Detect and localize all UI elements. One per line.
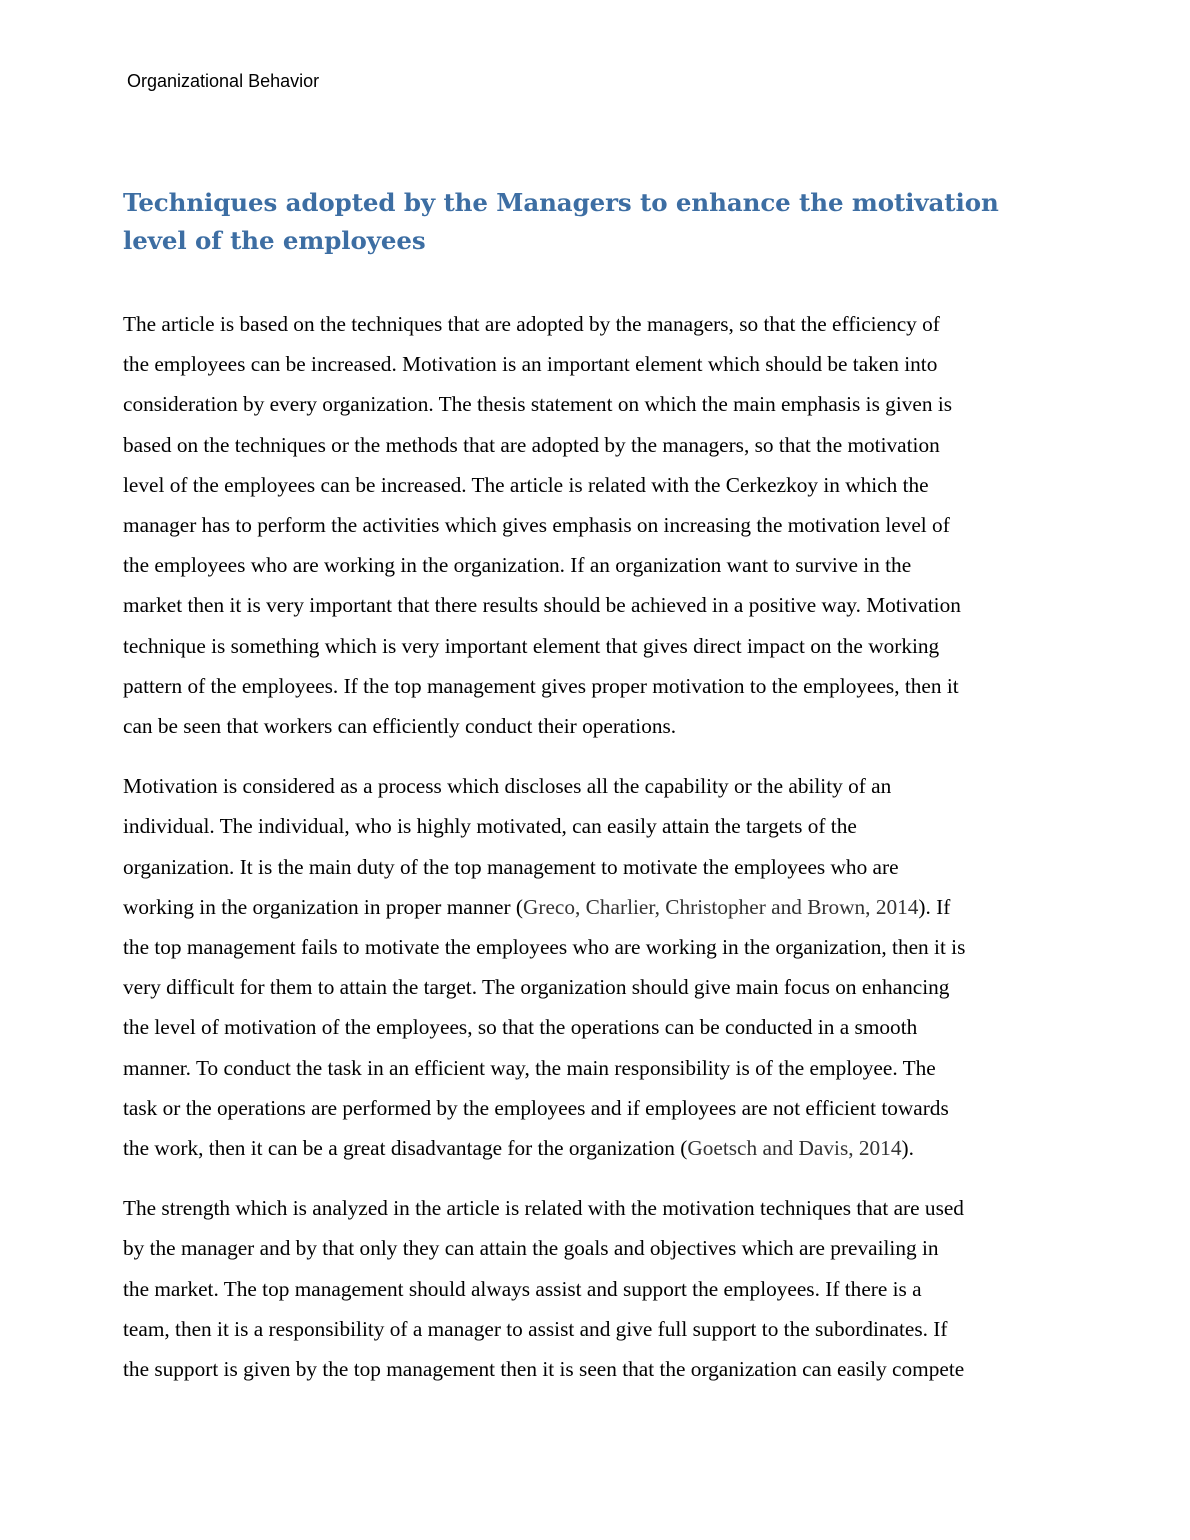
citation-greco-2014: Greco, Charlier, Christopher and Brown, 2014 bbox=[523, 894, 919, 919]
text-line: technique is something which is very important element that gives direct impact on the working bbox=[123, 633, 940, 658]
text-line: very difficult for them to attain the target. The organization should give main focus on enhancing bbox=[123, 975, 950, 1000]
text-line: team, then it is a responsibility of a manager to assist and give full support to the subordinates. If bbox=[123, 1316, 948, 1341]
section-heading: Techniques adopted by the Managers to enhance the motivation level of the employees bbox=[123, 188, 999, 255]
text-line: The article is based on the techniques that are adopted by the managers, so that the efficiency of bbox=[123, 312, 940, 336]
text-line: the level of motivation of the employees, so that the operations can be conducted in a smooth bbox=[123, 1015, 918, 1040]
text-line: task or the operations are performed by the employees and if employees are not efficient towards bbox=[123, 1095, 949, 1120]
text-segment: working in the organization in proper manner ( bbox=[123, 894, 523, 919]
text-line: the support is given by the top management then it is seen that the organization can easily compete bbox=[123, 1357, 965, 1382]
text-segment: ). If bbox=[918, 894, 951, 919]
paragraph-1 bbox=[123, 304, 1058, 746]
text-line: can be seen that workers can efficiently conduct their operations. bbox=[123, 714, 677, 739]
text-line: organization. It is the main duty of the top management to motivate the employees who are bbox=[123, 854, 899, 879]
text-line: pattern of the employees. If the top management gives proper motivation to the employees, then it bbox=[123, 673, 959, 698]
body-text bbox=[123, 304, 1058, 1389]
text-segment: the work, then it can be a great disadvantage for the organization ( bbox=[123, 1136, 688, 1161]
citation-goetsch-2014: Goetsch and Davis, 2014 bbox=[687, 1136, 902, 1161]
text-line: by the manager and by that only they can attain the goals and objectives which are prevailing in bbox=[123, 1236, 939, 1261]
text-line: individual. The individual, who is highly motivated, can easily attain the targets of the bbox=[123, 814, 857, 839]
text-line: market then it is very important that there results should be achieved in a positive way. Motivation bbox=[123, 593, 961, 618]
text-line-with-citation bbox=[123, 887, 1058, 927]
text-line: level of the employees can be increased. The article is related with the Cerkezkoy in which the bbox=[123, 472, 929, 497]
text-line: The strength which is analyzed in the article is related with the motivation techniques that are used bbox=[123, 1196, 964, 1221]
text-segment: ). bbox=[901, 1136, 914, 1161]
text-line: the top management fails to motivate the employees who are working in the organization, then it is bbox=[123, 935, 966, 960]
text-line: the employees can be increased. Motivation is an important element which should be taken into bbox=[123, 352, 938, 377]
text-line: manager has to perform the activities which gives emphasis on increasing the motivation level of bbox=[123, 513, 950, 538]
text-line: manner. To conduct the task in an efficient way, the main responsibility is of the employee. The bbox=[123, 1055, 936, 1080]
running-header: Organizational Behavior bbox=[127, 71, 320, 91]
text-line: the market. The top management should always assist and support the employees. If there is a bbox=[123, 1276, 922, 1301]
text-line-with-citation bbox=[123, 1128, 1058, 1168]
text-line: Motivation is considered as a process which discloses all the capability or the ability of an bbox=[123, 774, 892, 799]
paragraph-3 bbox=[123, 1188, 1058, 1389]
text-line: based on the techniques or the methods that are adopted by the managers, so that the motivation bbox=[123, 432, 940, 457]
paragraph-2 bbox=[123, 766, 1058, 1168]
text-line: consideration by every organization. The thesis statement on which the main emphasis is given is bbox=[123, 392, 953, 417]
text-line: the employees who are working in the organization. If an organization want to survive in the bbox=[123, 553, 912, 578]
